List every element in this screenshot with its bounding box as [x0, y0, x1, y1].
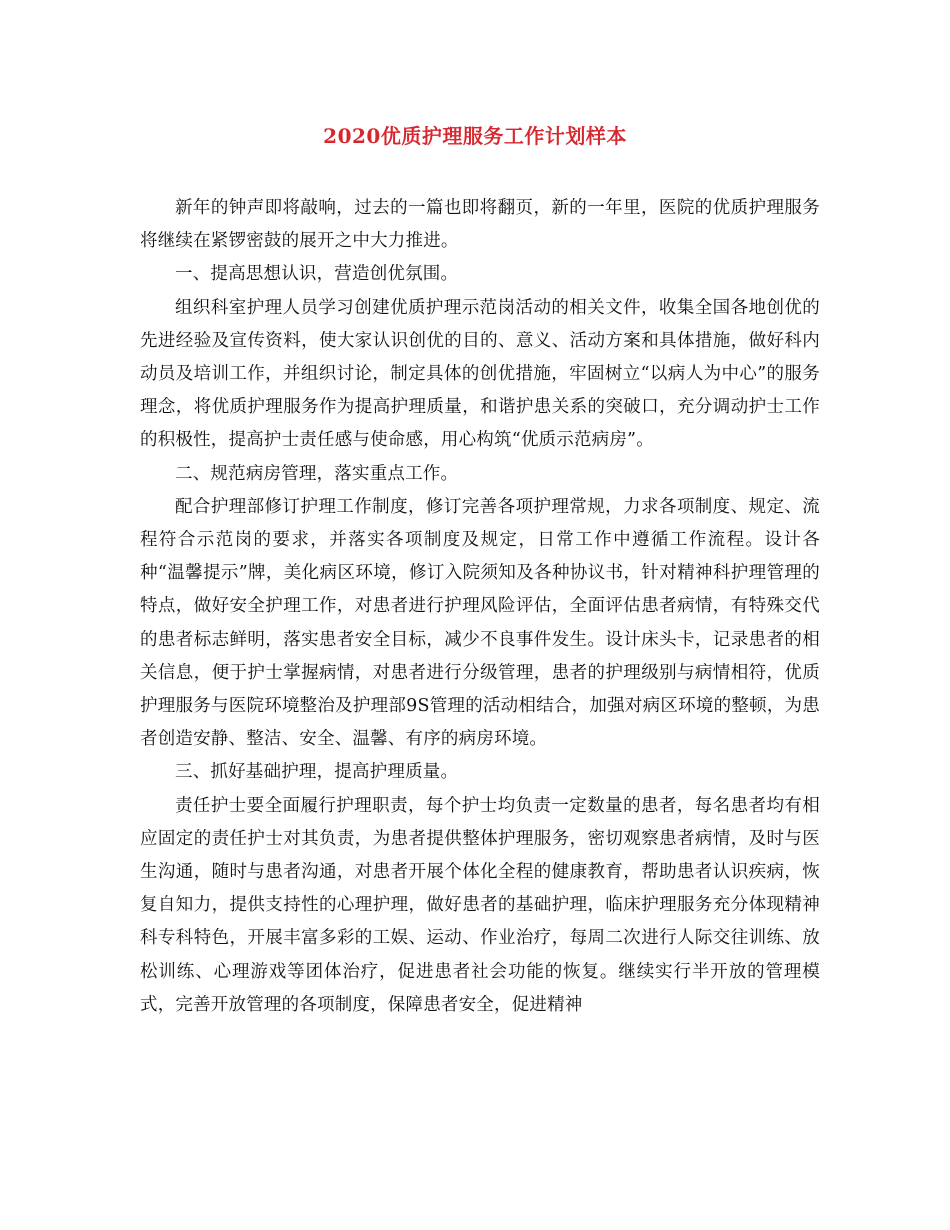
- paragraph-intro: 新年的钟声即将敲响，过去的一篇也即将翻页，新的一年里，医院的优质护理服务将继续在紧锣密鼓的展开之中大力推进。: [140, 198, 820, 252]
- section-heading-1: 一、提高思想认识，营造创优氛围。: [175, 264, 459, 285]
- paragraph-section-1: 组织科室护理人员学习创建优质护理示范岗活动的相关文件，收集全国各地创优的先进经验及宣传资料，使大家认识创优的目的、意义、活动方案和具体措施，做好科内动员及培训工作，并组织讨论，制定具体的创优措施，牢固树立“以病人为中心”的服务理念，将优质护理服务作为提高护理质量，和谐护患关系的突破口，充分调动护士工作的积极性，提高护士责任感与使命感，用心构筑“优质示范病房”。: [140, 297, 820, 451]
- section-heading-2: 二、规范病房管理，落实重点工作。: [175, 463, 459, 484]
- document-body: [140, 192, 820, 1022]
- section-heading-3: 三、抓好基础护理，提高护理质量。: [175, 762, 459, 783]
- paragraph-section-2: 配合护理部修订护理工作制度，修订完善各项护理常规，力求各项制度、规定、流程符合示范岗的要求，并落实各项制度及规定，日常工作中遵循工作流程。设计各种“温馨提示”牌，美化病区环境，修订入院须知及各种协议书，针对精神科护理管理的特点，做好安全护理工作，对患者进行护理风险评估，全面评估患者病情，有特殊交代的患者标志鲜明，落实患者安全目标，减少不良事件发生。设计床头卡，记录患者的相关信息，便于护士掌握病情，对患者进行分级管理，患者的护理级别与病情相符，优质护理服务与医院环境整治及护理部9S管理的活动相结合，加强对病区环境的整顿，为患者创造安静、整洁、安全、温馨、有序的病房环境。: [140, 496, 820, 750]
- document-title: 2020优质护理服务工作计划样本: [323, 124, 627, 148]
- paragraph-section-3: 责任护士要全面履行护理职责，每个护士均负责一定数量的患者，每名患者均有相应固定的责任护士对其负责，为患者提供整体护理服务，密切观察患者病情，及时与医生沟通，随时与患者沟通，对患者开展个体化全程的健康教育，帮助患者认识疾病，恢复自知力，提供支持性的心理护理，做好患者的基础护理，临床护理服务充分体现精神科专科特色，开展丰富多彩的工娱、运动、作业治疗，每周二次进行人际交往训练、放松训练、心理游戏等团体治疗，促进患者社会功能的恢复。继续实行半开放的管理模式，完善开放管理的各项制度，保障患者安全，促进精神: [140, 795, 820, 1015]
